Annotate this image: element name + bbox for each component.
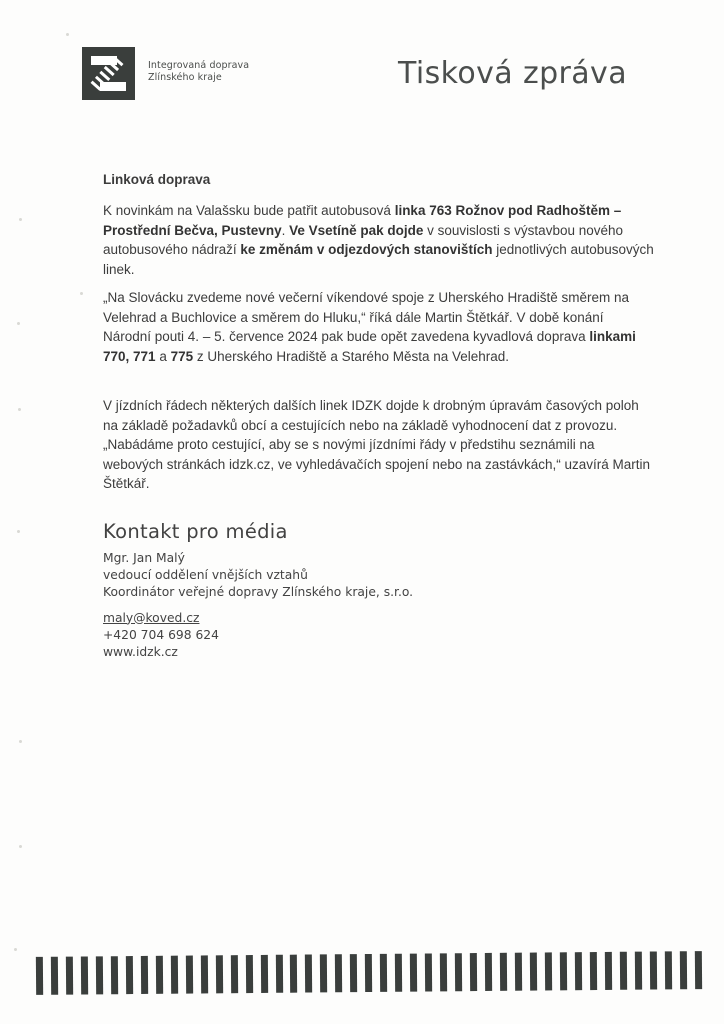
barcode-stripes [36,951,702,995]
stripe-bar [515,953,522,991]
stripe-bar [575,952,582,990]
stripe-bar [455,953,462,991]
page-title: Tisková zpráva [398,56,627,91]
stripe-bar [635,952,642,990]
stripe-bar [350,954,357,992]
stripe-bar [51,957,58,995]
email-link[interactable]: maly@koved.cz [103,610,200,625]
scan-artifact [80,292,83,295]
stripe-bar [679,951,686,989]
contact-role: vedoucí oddělení vnějších vztahů [103,567,308,582]
stripe-bar [590,952,597,990]
stripe-bar [500,953,507,991]
body-paragraph-1: K novinkám na Valašsku bude patřit autobusová linka 763 Rožnov pod Radhoštěm – Prostřední Bečva, Pustevny. Ve Vsetíně pak dojde v souvislosti s výstavbou nového autobusového nádraží ke změnám v odjezdových stanovištích jednotlivých autobusových linek. [103,203,654,277]
stripe-bar [320,954,327,992]
document-body [103,172,655,661]
contact-email-row [103,610,655,627]
stripe-bar [665,951,672,989]
contact-section [103,520,655,661]
scan-artifact [19,218,22,221]
idzk-z-stripes-logo-icon [82,47,135,100]
stripe-bar [66,957,73,995]
stripe-bar [260,955,267,993]
stripe-bar [36,957,43,995]
stripe-bar [560,952,567,990]
scan-artifact [17,322,20,325]
scan-artifact [19,740,22,743]
logo-caption-line1: Integrovaná doprava [148,60,250,71]
stripe-bar [410,954,417,992]
stripe-bar [290,955,297,993]
section-heading: Linková doprava [103,172,211,187]
stripe-bar [694,951,701,989]
stripe-bar [245,955,252,993]
scan-artifact [18,408,21,411]
stripe-bar [365,954,372,992]
stripe-bar [530,953,537,991]
stripe-bar [440,953,447,991]
body-paragraph-3: V jízdních řádech některých dalších linek IDZK dojde k drobným úpravám časových poloh na základě požadavků obcí a cestujících nebo na základě vyhodnocení dat z provozu. „Nabádáme proto cestující, aby se s novými jízdními řády v předstihu seznámili na webových stránkách idzk.cz, ve vyhledávačích spojení nebo na zastávkách,“ uzavírá Martin Štětkář. [103,398,651,491]
stripe-bar [141,956,148,994]
stripe-bar [126,956,133,994]
body-paragraph-2: „Na Slovácku zvedeme nové večerní víkendové spoje z Uherského Hradiště směrem na Velehrad a Buchlovice a směrem do Hluku,“ říká dále Martin Štětkář. V době konání Národní pouti 4. – 5. července 2024 pak bude opět zavedena kyvadlová doprava linkami 770, 771 a 775 z Uherského Hradiště a Starého Města na Velehrad. [103,290,636,364]
stripe-bar [425,953,432,991]
stripe-bar [186,956,193,994]
stripe-bar [545,952,552,990]
idzk-logo-block [82,47,249,100]
stripe-bar [275,955,282,993]
stripe-bar [156,956,163,994]
logo-caption-line2: Zlínského kraje [148,71,222,83]
scan-artifact [14,948,17,951]
stripe-bar [230,955,237,993]
scan-artifact [17,530,20,533]
scan-artifact [19,845,22,848]
stripe-bar [650,951,657,989]
stripe-bar [485,953,492,991]
contact-phone: +420 704 698 624 [103,627,219,642]
stripe-bar [96,956,103,994]
contact-name: Mgr. Jan Malý [103,550,185,565]
stripe-bar [305,954,312,992]
contact-heading: Kontakt pro média [103,519,288,543]
stripe-bar [171,956,178,994]
stripe-bar [335,954,342,992]
stripe-bar [620,952,627,990]
scan-artifact [66,33,69,36]
stripe-bar [470,953,477,991]
stripe-bar [111,956,118,994]
stripe-bar [215,955,222,993]
logo-caption [148,60,249,83]
stripe-bar [395,954,402,992]
contact-organization: Koordinátor veřejné dopravy Zlínského kraje, s.r.o. [103,584,414,599]
stripe-bar [200,955,207,993]
stripe-bar [380,954,387,992]
stripe-bar [81,956,88,994]
contact-website: www.idzk.cz [103,644,178,659]
stripe-bar [605,952,612,990]
